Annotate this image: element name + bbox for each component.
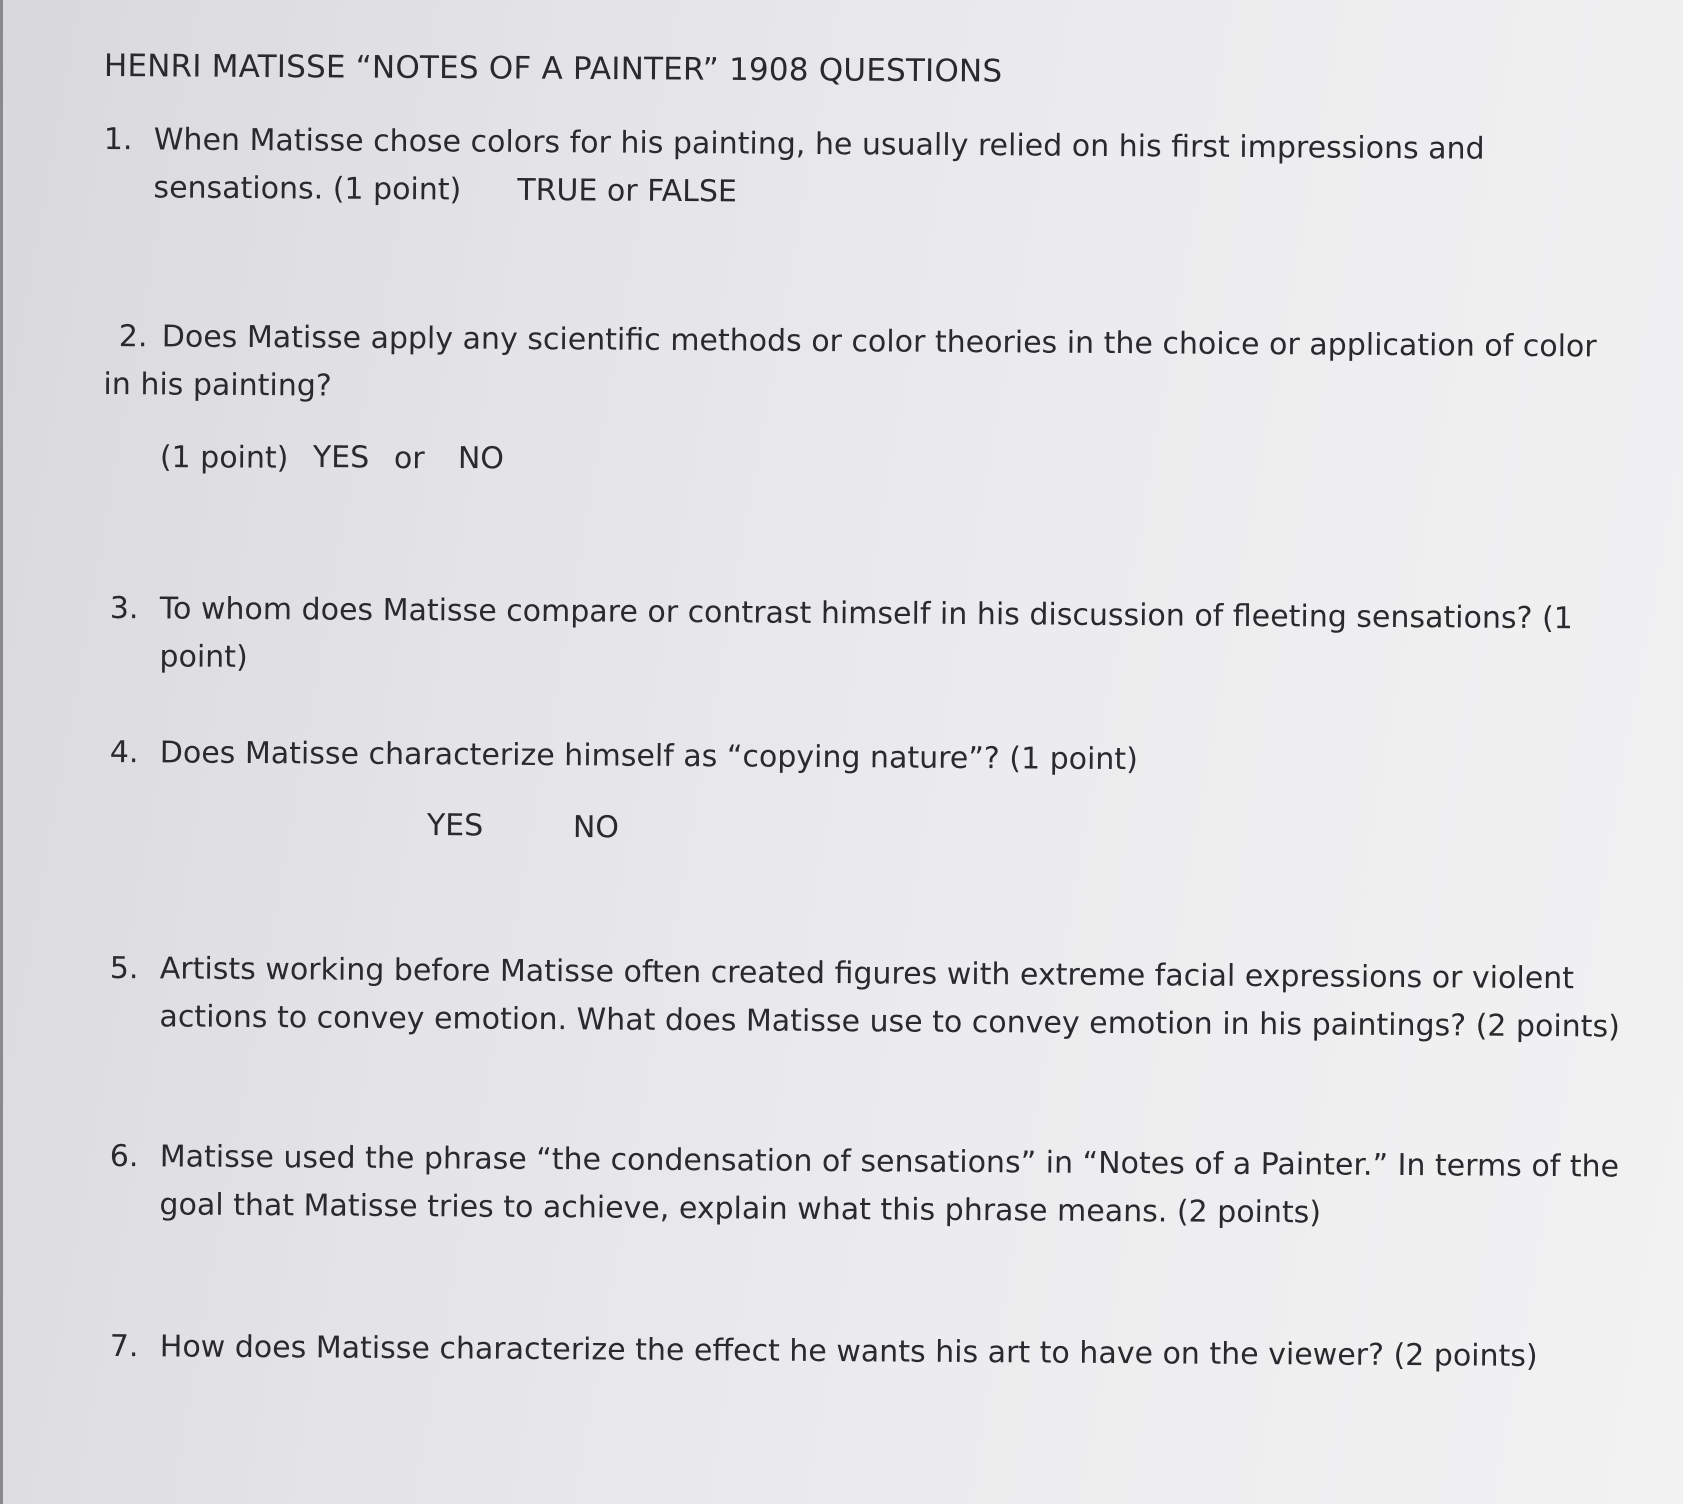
question-number: 1. xyxy=(103,121,133,158)
question-text: How does Matisse characterize the effect he wants his art to have on the viewer? (2 points) xyxy=(159,1329,1538,1374)
question-number: 5. xyxy=(109,950,139,987)
question-text: Does Matisse apply any scientific methods or color theories in the choice or application of color in his painting? xyxy=(103,319,1597,404)
question-number: 6. xyxy=(109,1138,139,1175)
question-7 xyxy=(110,1323,1630,1382)
question-number: 3. xyxy=(109,590,139,627)
question-number: 4. xyxy=(109,734,139,771)
question-2-option-or: or xyxy=(393,441,425,477)
question-2 xyxy=(103,313,1624,420)
question-text: When Matisse chose colors for his painting, he usually relied on his first impressions and sensations. (1 point) TRUE or FALSE xyxy=(153,122,1485,210)
question-4-option-yes: YES xyxy=(426,808,484,844)
question-text: Artists working before Matisse often created figures with extreme facial expressions or violent actions to convey emotion. What does Matisse use to convey emotion in his paintings? (2 points) xyxy=(159,951,1620,1045)
question-3 xyxy=(109,585,1630,692)
question-1 xyxy=(103,116,1624,223)
question-text: Matisse used the phrase “the condensation of sensations” in “Notes of a Painter.” In terms of the goal that Matisse tries to achieve, explain what this phrase means. (2 points) xyxy=(159,1139,1620,1231)
question-2-option-yes: YES xyxy=(312,440,370,476)
page-edge-shadow xyxy=(0,0,3,1504)
question-number: 7. xyxy=(109,1328,139,1365)
question-4-option-no: NO xyxy=(572,810,620,846)
question-5 xyxy=(109,945,1630,1052)
question-6 xyxy=(109,1133,1640,1240)
worksheet-title: HENRI MATISSE “NOTES OF A PAINTER” 1908 QUESTIONS xyxy=(103,48,1003,90)
question-2-option-no: NO xyxy=(457,441,505,477)
question-2-points: (1 point) xyxy=(159,440,289,476)
answer-options: TRUE or FALSE xyxy=(517,172,738,210)
question-text: To whom does Matisse compare or contrast himself in his discussion of fleeting sensations? (1 point) xyxy=(159,591,1573,675)
question-number: 2. xyxy=(118,319,148,355)
question-text: Does Matisse characterize himself as “copying nature”? (1 point) xyxy=(159,735,1138,778)
question-4 xyxy=(110,729,1630,788)
